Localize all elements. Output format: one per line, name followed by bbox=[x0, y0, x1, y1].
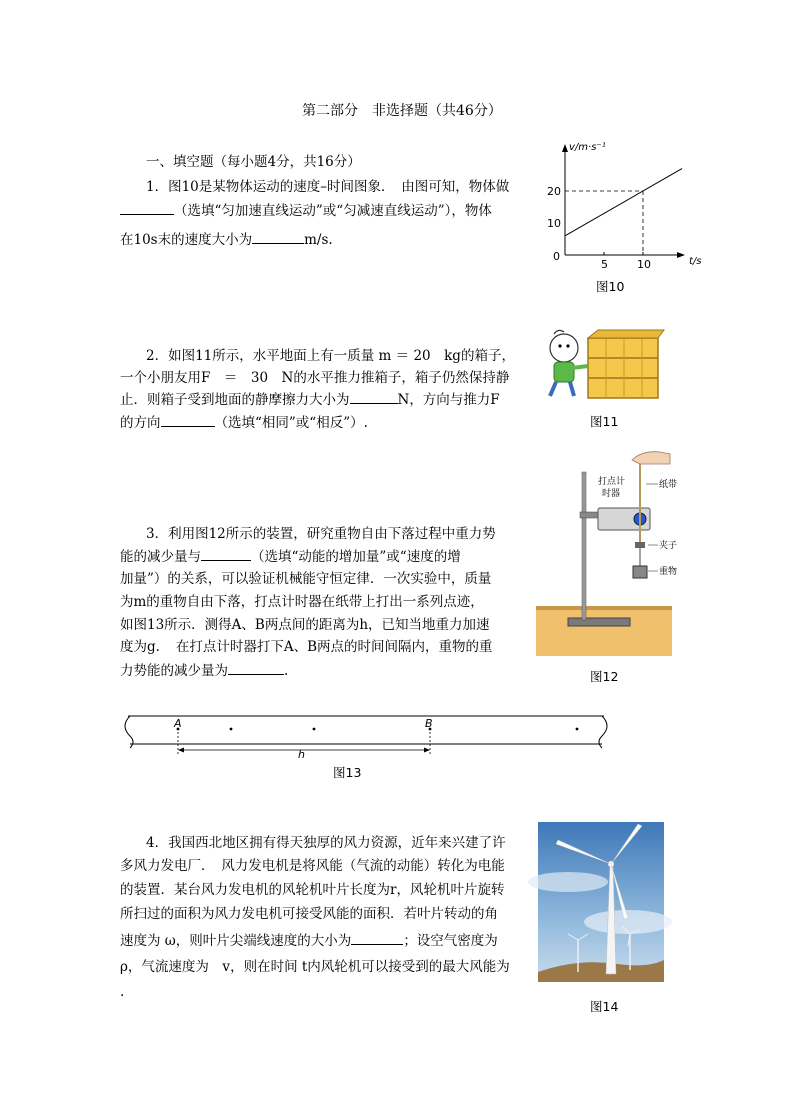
fig14-caption: 图14 bbox=[590, 999, 619, 1014]
fig10-x-tick-10: 10 bbox=[637, 258, 651, 271]
q3-line6: 度为g． 在打点计时器打下A、B两点的时间间隔内，重物的重 bbox=[120, 639, 493, 655]
q3-line4: 为m的重物自由下落，打点计时器在纸带上打出一系列点迹， bbox=[120, 594, 484, 610]
fig13-label-a: A bbox=[174, 717, 182, 730]
q4-line6: ρ，气流速度为 v，则在时间 t内风轮机可以接受到的最大风能为 bbox=[120, 959, 510, 975]
fig10-vt-graph bbox=[545, 140, 715, 270]
fig12-label-timer-2: 时器 bbox=[602, 489, 621, 499]
q2-line4: 的方向 （选填“相同”或“相反”）. bbox=[120, 411, 368, 435]
fig10-y-arrow bbox=[562, 144, 568, 152]
q4-line3: 的装置．某台风力发电机的风轮机叶片长度为r，风轮机叶片旋转 bbox=[120, 882, 505, 898]
crate-icon bbox=[588, 338, 658, 398]
fig10-caption: 图10 bbox=[596, 279, 625, 294]
fig10-y-tick-10: 10 bbox=[547, 217, 561, 230]
q3-line7: 力势能的减少量为 . bbox=[120, 659, 288, 683]
fig14-wind-turbine-photo bbox=[538, 822, 664, 982]
tape-dot bbox=[576, 728, 579, 731]
fig10-x-tick-5: 5 bbox=[601, 258, 608, 271]
fig13-label-b: B bbox=[425, 717, 433, 730]
q4-line7: . bbox=[120, 984, 125, 1000]
fig12-label-weight: 重物 bbox=[659, 567, 678, 577]
fig10-x-label: t/s bbox=[689, 256, 702, 267]
q4-line5: 速度为 ω，则叶片尖端线速度的大小为 ；设空气密度为 bbox=[120, 929, 498, 953]
hand-icon bbox=[632, 452, 670, 464]
q1-line1: 1．图10是某物体运动的速度–时间图象． 由图可知，物体做 bbox=[146, 179, 510, 195]
q1-line2: （选填“匀加速直线运动”或“匀减速直线运动”），物体 bbox=[120, 199, 492, 223]
q3-line2: 能的减少量与 （选填“动能的增加量”或“速度的增 bbox=[120, 545, 461, 569]
fig10-y-tick-20: 20 bbox=[547, 185, 561, 198]
fig10-x-arrow bbox=[677, 252, 685, 258]
q4-line4: 所扫过的面积为风力发电机可接受风能的面积．若叶片转动的角 bbox=[120, 906, 498, 922]
fig11-illustration bbox=[542, 326, 664, 402]
fig12-label-tape: 纸带 bbox=[659, 480, 678, 490]
q1-line3: 在10s末的速度大小为 m/s. bbox=[120, 228, 333, 252]
q4-line2: 多风力发电厂． 风力发电机是将风能（气流的动能）转化为电能 bbox=[120, 858, 505, 874]
page-title: 第二部分 非选择题（共46分） bbox=[302, 103, 502, 119]
fig10-origin: 0 bbox=[553, 250, 560, 263]
q4-blank-1[interactable] bbox=[351, 930, 403, 945]
fig11-caption: 图11 bbox=[590, 414, 619, 429]
fig10-y-label: v/m·s⁻¹ bbox=[569, 142, 606, 153]
fig13-paper-tape bbox=[118, 712, 618, 760]
q3-line5: 如图13所示．测得A、B两点间的距离为h，已知当地重力加速 bbox=[120, 617, 490, 633]
fig12-caption: 图12 bbox=[590, 669, 619, 684]
tape-dot bbox=[313, 728, 316, 731]
q3-line3: 加量”）的关系，可以验证机械能守恒定律．一次实验中，质量 bbox=[120, 571, 492, 587]
q4-line1: 4．我国西北地区拥有得天独厚的风力资源，近年来兴建了许 bbox=[146, 835, 506, 851]
tape-dot bbox=[230, 728, 233, 731]
stand-rod bbox=[582, 472, 586, 620]
q3-blank-2[interactable] bbox=[228, 660, 284, 675]
fig12-label-clip: 夹子 bbox=[659, 541, 678, 551]
q3-blank-1[interactable] bbox=[201, 546, 251, 561]
table-surface bbox=[536, 608, 672, 656]
q2-blank-2[interactable] bbox=[161, 412, 215, 427]
fig12-label-timer-1: 打点计 bbox=[598, 477, 626, 487]
q2-line1: 2．如图11所示，水平地面上有一质量 m ＝ 20 kg的箱子， bbox=[146, 348, 515, 364]
stand-base bbox=[568, 618, 630, 626]
fig12-apparatus bbox=[536, 448, 678, 656]
fig13-label-h: h bbox=[298, 748, 305, 761]
q3-line1: 3．利用图12所示的装置，研究重物自由下落过程中重力势 bbox=[146, 526, 496, 542]
fig10-data-line bbox=[565, 169, 682, 236]
weight-icon bbox=[633, 566, 647, 578]
child-head-icon bbox=[550, 334, 578, 362]
fig13-caption: 图13 bbox=[333, 765, 362, 780]
child-body-icon bbox=[554, 362, 574, 382]
section-heading: 一、填空题（每小题4分，共16分） bbox=[146, 154, 361, 170]
q2-blank-1[interactable] bbox=[350, 389, 398, 404]
q1-blank-2[interactable] bbox=[252, 229, 304, 244]
q2-line3: 止．则箱子受到地面的静摩擦力大小为 N，方向与推力F bbox=[120, 388, 500, 412]
q1-blank-1[interactable] bbox=[120, 200, 174, 215]
q2-line2: 一个小朋友用F ＝ 30 N的水平推力推箱子，箱子仍然保持静 bbox=[120, 370, 510, 386]
